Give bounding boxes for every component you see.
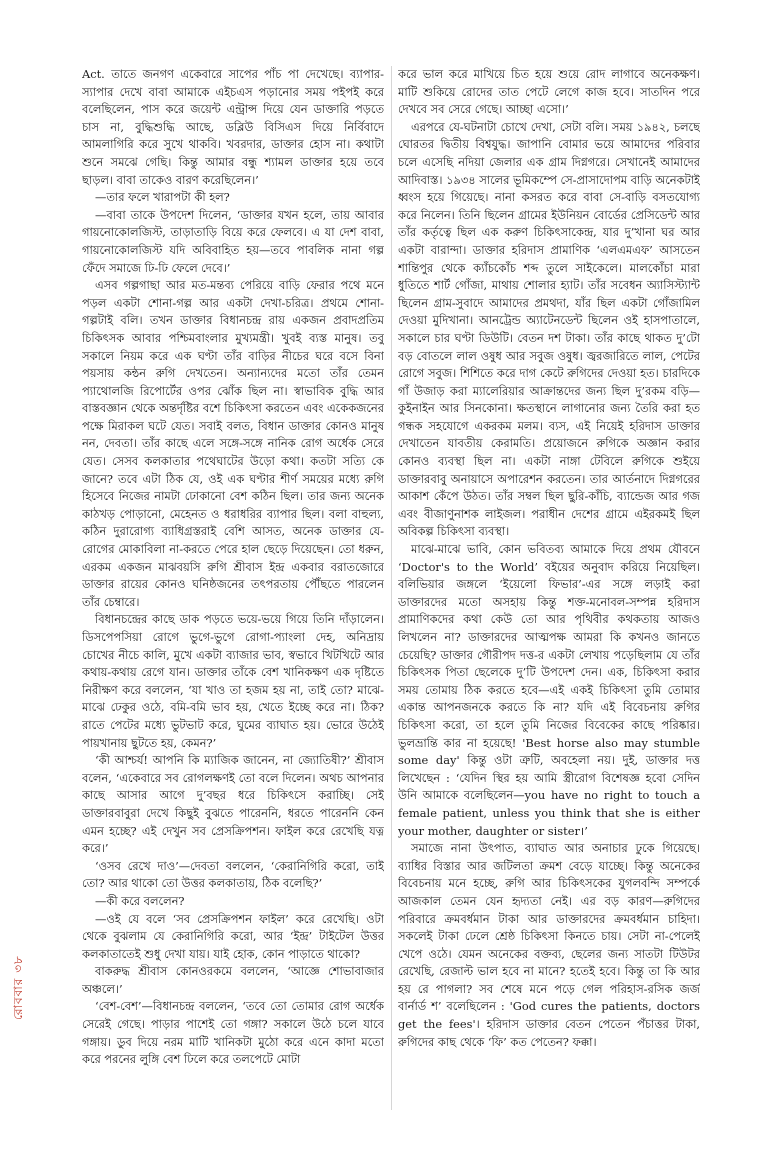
left-text-column xyxy=(82,66,384,1118)
paragraph: মাঝে-মাঝে ভাবি, কোন ভবিতব্য আমাকে দিয়ে প্রথম যৌবনে ‘Doctor's to the World’ বইয়ের অনুবাদ করিয়ে নিয়েছিল। বলিভিয়ার জঙ্গলে ‘ইয়েলো ফিভার’-এর সঙ্গে লড়াই করা ডাক্তারদের মতো অসহায় কিন্তু শক্ত-মনোবল-সম্পন্ন হরিদাস প্রামাণিকদের কথা কেউ তো আর পৃথিবীর কথকতায় আজও লিখলেন না? ডাক্তারদের আত্মপক্ষ আমরা কি কখনও জানতে চেয়েছি? ডাক্তার গৌরীপদ দত্ত-র একটা লেখায় পড়েছিলাম যে তাঁর চিকিৎসক পিতা ছেলেকে দু’টি উপদেশ দেন। এক, চিকিৎসা করার সময় তোমায় ঠিক করতে হবে—এই একই চিকিৎসা তুমি তোমার একান্ত আপনজনকে করতে কি না? যদি এই বিবেচনায় রুগির চিকিৎসা করো, তা হলে তুমি নিজের বিবেকের কাছে পরিষ্কার। ভুলভ্রান্তি কার না হয়েছে! 'Best horse also may stumble some day' কিন্তু ওটা ত্রুটি, অবহেলা নয়। দুই, ডাক্তার দত্ত লিখেছেন : ‘যেদিন স্থির হয় আমি স্ত্রীরোগ বিশেষজ্ঞ হবো সেদিন উনি আমাকে বলেছিলেন—you have no right to touch a female patient, unless you think that she is either your mother, daughter or sister।’ xyxy=(398,542,700,838)
column-divider xyxy=(391,66,392,1110)
paragraph: এরপরে যে-ঘটনাটা চোখে দেখা, সেটা বলি। সময় ১৯৪২, চলছে ঘোরতর দ্বিতীয় বিশ্বযুদ্ধ। জাপানি বোমার ভয়ে আমাদের পরিবার চলে এসেছি নদিয়া জেলার এক গ্রাম দিগ্নগরে। সেখানেই আমাদের আদিবাস্ত। ১৯৩৪ সালের ভূমিকম্পে সে-প্রাসাদোপম বাড়ি অনেকটাই ধ্বংস হয়ে গিয়েছে। নানা কসরত করে বাবা সে-বাড়ি বসতযোগ্য করে নিলেন। তিনি ছিলেন গ্রামের ইউনিয়ন বোর্ডের প্রেসিডেন্ট আর তাঁর কর্তৃত্বে ছিল এক করুণ চিকিৎসাকেন্দ্র, যার দু’খানা ঘর আর একটা বারান্দা। ডাক্তার হরিদাস প্রামাণিক ‘এলএমএফ’ আসতেন শান্তিপুর থেকে ক্যাঁচকোঁচ শব্দ তুলে সাইকেলে। মালকোঁচা মারা ধুতিতে শার্ট গোঁজা, মাথায় শোলার হ্যাট। তাঁর সবেধন অ্যাসিস্ট্যান্ট ছিলেন গ্রাম-সুবাদে আমাদের প্রমথদা, যাঁর ছিল একটা গোঁজামিল দেওয়া মুদিখানা। আনট্রেন্ড অ্যাটেনডেন্ট ছিলেন ওই হাসপাতালে, সকালে চার ঘণ্টা ডিউটি। বেতন দশ টাকা। তাঁর কাছে থাকত দু’টো বড় বোতলে লাল ওষুধ আর সবুজ ওষুধ। জ্বরজারিতে লাল, পেটের রোগে সবুজ। শিশিতে করে দাগ কেটে রুগিদের দেওয়া হত। চারদিকে গাঁ উজাড় করা ম্যালেরিয়ার আক্রান্তদের জন্য ছিল দু’রকম বড়ি—কুইনাইন আর সিনকোনা। ক্ষতস্থানে লাগানোর জন্য তৈরি করা হত গন্ধক সহযোগে একরকম মলম। ব্যস, এই নিয়েই হরিদাস ডাক্তার দেখাতেন যাবতীয় কেরামতি। প্রয়োজনে রুগিকে অজ্ঞান করার কোনও ব্যবস্থা ছিল না। একটা নাঙ্গা টেবিলে রুগিকে শুইয়ে ডাক্তারবাবু অনায়াসে অপারেশন করতেন। তার আর্তনাদে দিগ্নগরের আকাশ কেঁপে উঠত। তাঁর সম্বল ছিল ছুরি-কাঁচি, ব্যান্ডেজ আর গজ এবং বীজাণুনাশক লাইজল। পরাধীন দেশের গ্রামে এইরকমই ছিল অবিকল্প চিকিৎসা ব্যবস্থা। xyxy=(398,119,700,539)
paragraph: Act. তাতে জনগণ একেবারে সাপের পাঁচ পা দেখেছে। ব্যাপার-স্যাপার দেখে বাবা আমাকে এইচএস পড়ানোর সময় পইপই করে বলেছিলেন, পাস করে জয়েন্ট এন্ট্রান্স দিয়ে যেন ডাক্তারি পড়তে চাস না, বুদ্ধিশুদ্ধি আছে, ডব্লিউ বিসিএস দিয়ে নির্বিবাদে আমলাগিরি করে সুখে থাকবি। খবরদার, ডাক্তার হোস না। কথাটা শুনে সমঝে গেছি। কিন্তু আমার বন্ধু শ্যামল ডাক্তার হয়ে তবে ছাড়ল। বাবা তাকেও বারণ করেছিলেন।’ xyxy=(82,67,384,187)
paragraph: ‘বেশ-বেশ’—বিধানচন্দ্র বললেন, ‘তবে তো তোমার রোগ অর্ধেক সেরেই গেছে। পাড়ার পাশেই তো গঙ্গা? সকালে উঠে চলে যাবে গঙ্গায়। ডুব দিয়ে নরম মাটি খানিকটা মুঠো করে এনে কাদা মতো করে পরনের লুঙ্গি বেশ ঢিলে করে তলপেটে মোটা xyxy=(82,999,384,1067)
paragraph: —তার ফলে খারাপটা কী হল? xyxy=(95,190,230,205)
paragraph: করে ভাল করে মাখিয়ে চিত হয়ে শুয়ে রোদ লাগাবে অনেকক্ষণ। মাটি শুকিয়ে রোদের তাত পেটে লেগে কাজ হবে। সাতদিন পরে দেখবে সব সেরে গেছে। আচ্ছা এসো।’ xyxy=(398,67,700,117)
paragraph: —বাবা তাকে উপদেশ দিলেন, ‘ডাক্তার যখন হলে, তায় আবার গায়নোকোলজিস্ট, তাড়াতাড়ি বিয়ে করে ফেলবে। এ যা দেশ বাবা, গায়নোকোলজিস্ট যদি অবিবাহিত হয়—তবে পাবলিক নানা গল্প ফেঁদে সমাজে ঢি-ঢি ফেলে দেবে।’ xyxy=(82,207,384,275)
paragraph: সমাজে নানা উৎপাত, ব্যাঘাত আর অনাচার ঢুকে গিয়েছে। ব্যাধির বিস্তার আর জটিলতা ক্রমশ বেড়ে যাচ্ছে। কিন্তু অনেকের বিবেচনায় মনে হচ্ছে, রুগি আর চিকিৎসকের যুগলবন্দি সম্পর্কে আজকাল তেমন যেন হৃদ্যতা নেই। এর বড় কারণ—রুগিদের পরিবারে ক্রমবর্ধমান টাকা আর ডাক্তারদের ক্রমবর্ধমান চাহিদা। সকলেই টাকা ঢেলে শ্রেষ্ঠ চিকিৎসা কিনতে চায়। সেটা না-পেলেই খেপে ওঠে। যেমন অনেকের বক্তব্য, ছেলের জন্য সাতটা টিউটর রেখেছি, রেজাল্ট ভাল হবে না মানে? হতেই হবে। কিন্তু তা কি আর হয় রে পাগলা? সব শেষে মনে পড়ে গেল পরিহাস-রসিক জর্জ বার্নার্ড শ’ বলেছিলেন : 'God cures the patients, doctors get the fees'। হরিদাস ডাক্তার বেতন পেতেন পঁচাত্তর টাকা, রুগিদের কাছ থেকে ‘ফি’ কত পেতেন? ফক্কা। xyxy=(398,841,700,1049)
paragraph: বাকরুদ্ধ শ্রীবাস কোনওরকমে বললেন, ‘আজ্ঞে শোভাবাজার অঞ্চলে।’ xyxy=(82,964,384,996)
paragraph: বিধানচন্দ্রের কাছে ডাক পড়তে ভয়ে-ভয়ে গিয়ে তিনি দাঁড়ালেন। ডিসপেপসিয়া রোগে ভুগে-ভুগে রোগা-প্যাংলা দেহ, অনিদ্রায় চোখের নীচে কালি, মুখে একটা ব্যাজার ভাব, স্বভাবে খিটখিটে আর কথায়-কথায় রেগে যান। ডাক্তার তাঁকে বেশ খানিকক্ষণ এক দৃষ্টিতে নিরীক্ষণ করে বললেন, ‘যা খাও তা হজম হয় না, তাই তো? মাঝে-মাঝে ঢেকুর ওঠে, বমি-বমি ভাব হয়, খেতে ইচ্ছে করে না। ঠিক? রাতে পেটের মধ্যে ভুটভাট করে, ঘুমের ব্যাঘাত হয়। ভোরে উঠেই পায়খানায় ছুটতে হয়, কেমন?’ xyxy=(82,612,384,750)
right-text-column xyxy=(398,66,700,1118)
paragraph: এসব গল্পগাছা আর মত-মন্তব্য পেরিয়ে বাড়ি ফেরার পথে মনে পড়ল একটা শোনা-গল্প আর একটা দেখা-চরিত্র। প্রথমে শোনা-গল্পটাই বলি। তখন ডাক্তার বিধানচন্দ্র রায় একজন প্রবাদপ্রতিম চিকিৎসক আবার পশ্চিমবাংলার মুখ্যমন্ত্রী। খুবই ব্যস্ত মানুষ। তবু সকালে নিয়ম করে এক ঘণ্টা তাঁর বাড়ির নীচের ঘরে বসে বিনা পয়সায় কন্ঠন রুগি দেখতেন। অন্যান্যদের মতো তাঁর তেমন প্যাথোলজি রিপোর্টের ওপর ঝোঁক ছিল না। স্বাভাবিক বুদ্ধি আর বাস্তবজ্ঞান থেকে অন্তর্দৃষ্টির বশে চিকিৎসা করতেন এবং একেকজনের পক্ষে মিরাকল ঘটে যেত। সবাই বলত, বিধান ডাক্তার কোনও মানুষ নন, দেবতা। তাঁর কাছে এলে সঙ্গে-সঙ্গে নানিক রোগ অর্ধেক সেরে যেত। সেসব কলকাতার পথেঘাটের উড়ো কথা। কতটা সত্যি কে জানে? তবে এটা ঠিক যে, ওই এক ঘণ্টার শীর্ণ সময়ের মধ্যে রুগি হিসেবে নিজের নামটা ঢোকানো বেশ কঠিন ছিল। তার জন্য অনেক কাঠখড় পোড়ানো, মেহেনত ও ধরাধরির ব্যাপার ছিল। বলা বাহুল্য, কঠিন দুরারোগ্য ব্যাধিগ্রস্তরাই বেশি আসত, অনেক ডাক্তার যে-রোগের মোকাবিলা না-করতে পেরে হাল ছেড়ে দিয়েছেন। তো ধরুন, এরকম একজন মাঝবয়সি রুগি শ্রীবাস ইন্দ্র একবার বরাতজোরে ডাক্তার রায়ের কোনও ঘনিষ্ঠজনের তৎপরতায় পৌঁছতে পারলেন তাঁর চেম্বারে। xyxy=(82,278,384,609)
paragraph: ‘কী আশ্চর্য! আপনি কি ম্যাজিক জানেন, না জ্যোতিষী?’ শ্রীবাস বলেন, ‘একেবারে সব রোগলক্ষণই তো বলে দিলেন। অথচ আপনার কাছে আসার আগে দু’বছর ধরে চিকিৎসে করাচ্ছি। সেই ডাক্তারবাবুরা দেখে কিছুই বুঝতে পারেননি, ধরতে পারেননি কেন এমন হচ্ছে? এই দেখুন সব প্রেসক্রিপশন। ফাইল করে রেখেছি যত্ন করে।’ xyxy=(82,753,384,856)
paragraph: —কী করে বললেন? xyxy=(95,893,185,908)
paragraph: ‘ওসব রেখে দাও’—দেবতা বললেন, ‘কেরানিগিরি করো, তাই তো? আর থাকো তো উত্তর কলকাতায়, ঠিক বলেছি?’ xyxy=(82,858,384,891)
page-folio: রোববার ৩৮ xyxy=(11,955,25,1020)
paragraph: —ওই যে বলে ‘সব প্রেসক্রিপশন ফাইল’ করে রেখেছি। ওটা থেকে বুঝলাম যে কেরানিগিরি করো, আর ‘ইন্দ্র’ টাইটেল উত্তর কলকাতাতেই শুধু দেখা যায়। যাই হোক, কোন পাড়াতে থাকো? xyxy=(82,911,384,961)
